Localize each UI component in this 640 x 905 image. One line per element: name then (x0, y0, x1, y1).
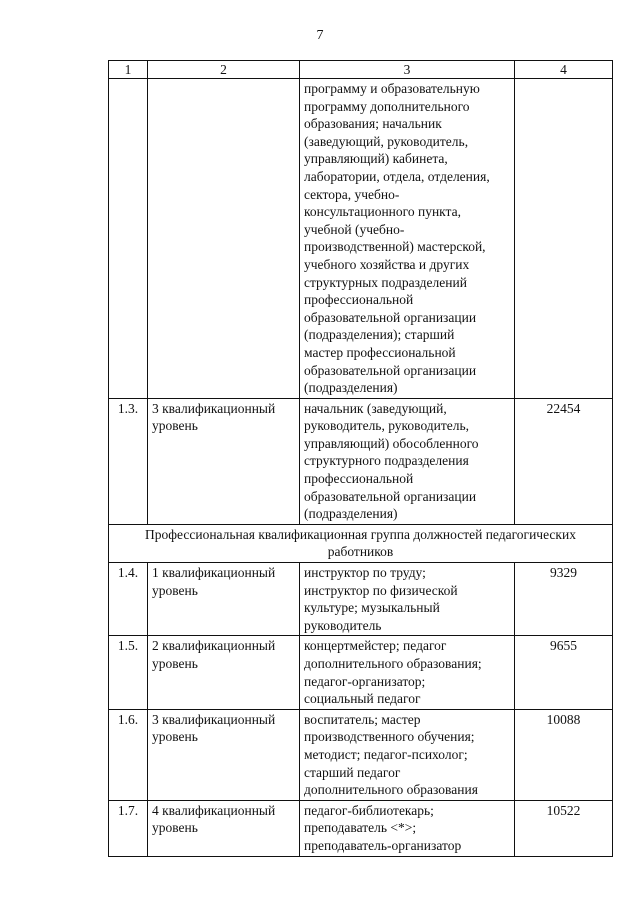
salary-table (108, 60, 613, 857)
salary-value: 10088 (515, 709, 613, 800)
header-col-2: 2 (148, 61, 300, 79)
row-number: 1.5. (109, 636, 148, 709)
page-number: 7 (316, 28, 324, 43)
row-number: 1.7. (109, 800, 148, 856)
positions-list: воспитатель; мастер производственного обучения; методист; педагог-психолог; старший педагог дополнительного образования (300, 709, 515, 800)
row-number: 1.4. (109, 563, 148, 636)
header-col-4: 4 (515, 61, 613, 79)
qualification-level: 1 квалификационный уровень (148, 563, 300, 636)
qualification-level (148, 79, 300, 399)
positions-list: начальник (заведующий, руководитель, руководитель, управляющий) обособленного структурного подразделения профессиональной образовательной организации (подразделения) (300, 398, 515, 524)
qualification-level: 4 квалификационный уровень (148, 800, 300, 856)
row-number: 1.6. (109, 709, 148, 800)
header-col-1: 1 (109, 61, 148, 79)
table-row (109, 398, 613, 524)
table-row (109, 636, 613, 709)
table-header-row (109, 61, 613, 79)
group-heading-row (109, 524, 613, 562)
positions-list: концертмейстер; педагог дополнительного образования; педагог-организатор; социальный педагог (300, 636, 515, 709)
positions-list: программу и образовательную программу дополнительного образования; начальник (заведующий, руководитель, управляющий) кабинета, лаборатории, отдела, отделения, сектора, учебно- консультационного пункта, учебной (учебно- производственной) мастерской, учебного хозяйства и других структурных подразделений профессиональной образовательной организации (подразделения); старший мастер профессиональной образовательной организации (подразделения) (300, 79, 515, 399)
header-col-3: 3 (300, 61, 515, 79)
group-title: Профессиональная квалификационная группа должностей педагогических работников (109, 524, 613, 562)
salary-value: 22454 (515, 398, 613, 524)
salary-value: 10522 (515, 800, 613, 856)
salary-value: 9329 (515, 563, 613, 636)
table-row (109, 800, 613, 856)
qualification-level: 3 квалификационный уровень (148, 398, 300, 524)
table-row (109, 79, 613, 399)
positions-list: инструктор по труду; инструктор по физической культуре; музыкальный руководитель (300, 563, 515, 636)
qualification-level: 3 квалификационный уровень (148, 709, 300, 800)
positions-list: педагог-библиотекарь; преподаватель <*>; преподаватель-организатор (300, 800, 515, 856)
table-row (109, 709, 613, 800)
row-number (109, 79, 148, 399)
qualification-level: 2 квалификационный уровень (148, 636, 300, 709)
table-row (109, 563, 613, 636)
salary-value (515, 79, 613, 399)
salary-value: 9655 (515, 636, 613, 709)
row-number: 1.3. (109, 398, 148, 524)
